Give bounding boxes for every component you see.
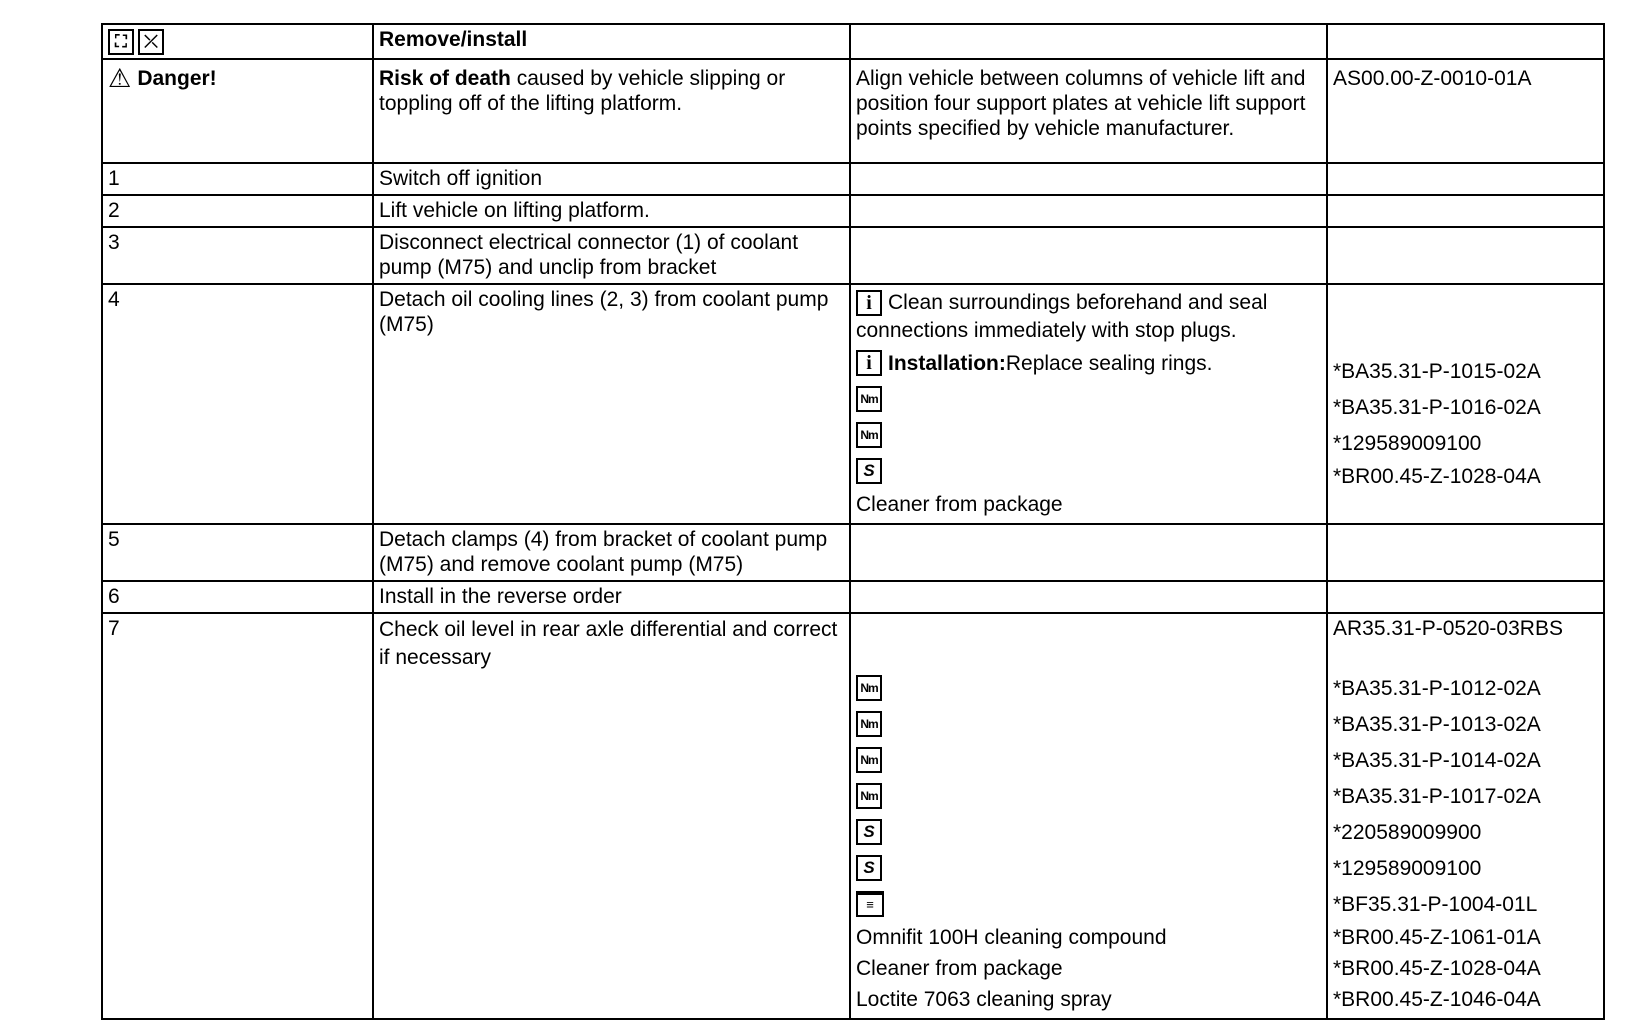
step-row-1	[102, 163, 1604, 195]
torque-line	[856, 381, 1321, 417]
step-text: Detach oil cooling lines (2, 3) from coolant pump (M75)	[373, 284, 850, 524]
step-refs	[1327, 227, 1604, 284]
torque-icon: Nm	[856, 422, 882, 448]
ref-link[interactable]: *129589009100	[1333, 856, 1482, 880]
ref-link[interactable]: *BR00.45-Z-1028-04A	[1333, 465, 1541, 488]
fluid-spec-line	[856, 886, 1321, 922]
step-number: 5	[102, 524, 373, 581]
step-notes	[850, 613, 1327, 1019]
danger-row	[102, 59, 1604, 163]
ref-link[interactable]: *BA35.31-P-1017-02A	[1333, 784, 1541, 808]
ref-link[interactable]: *BA35.31-P-1012-02A	[1333, 676, 1541, 700]
header-empty-cell	[850, 24, 1327, 59]
step-notes	[850, 581, 1327, 613]
special-tool-line	[856, 814, 1321, 850]
material-line	[856, 489, 1321, 520]
step-notes	[850, 227, 1327, 284]
ref-link[interactable]: *BA35.31-P-1016-02A	[1333, 395, 1541, 419]
install-note-text: Replace sealing rings.	[1005, 351, 1213, 375]
step-row-7	[102, 613, 1604, 1019]
step-text: Disconnect electrical connector (1) of coolant pump (M75) and unclip from bracket	[373, 227, 850, 284]
info-icon: i	[856, 290, 882, 316]
ref-link-main[interactable]: AR35.31-P-0520-03RBS	[1333, 617, 1563, 640]
torque-icon: Nm	[856, 675, 882, 701]
special-tool-icon: S	[856, 819, 882, 845]
expand-icon[interactable]: ⛶	[108, 29, 134, 55]
material-line	[856, 953, 1321, 984]
ref-link[interactable]: *BR00.45-Z-1046-04A	[1333, 988, 1541, 1011]
special-tool-icon: S	[856, 458, 882, 484]
step-number: 4	[102, 284, 373, 524]
torque-icon: Nm	[856, 747, 882, 773]
danger-risk-cell	[373, 59, 850, 163]
special-tool-line	[856, 850, 1321, 886]
info-note-text: Clean surroundings beforehand and seal connections immediately with stop plugs.	[856, 291, 1268, 342]
torque-line	[856, 706, 1321, 742]
ref-link[interactable]: *BF35.31-P-1004-01L	[1333, 892, 1538, 916]
torque-icon: Nm	[856, 386, 882, 412]
danger-risk-bold: Risk of death	[379, 67, 511, 90]
ref-link[interactable]: *BA35.31-P-1013-02A	[1333, 712, 1541, 736]
danger-cell	[102, 59, 373, 163]
header-empty-cell-2	[1327, 24, 1604, 59]
step-notes	[850, 195, 1327, 227]
torque-line	[856, 778, 1321, 814]
step-number: 3	[102, 227, 373, 284]
material-text: Loctite 7063 cleaning spray	[856, 988, 1112, 1011]
collapse-icon[interactable]: ⤫	[138, 29, 164, 55]
danger-instruction: Align vehicle between columns of vehicle lift and position four support plates at vehicle lift support points specified by vehicle manufacturer.	[850, 59, 1327, 163]
step-text: Lift vehicle on lifting platform.	[373, 195, 850, 227]
torque-line	[856, 742, 1321, 778]
material-text: Cleaner from package	[856, 493, 1063, 516]
torque-line	[856, 670, 1321, 706]
torque-icon: Nm	[856, 711, 882, 737]
step-number: 6	[102, 581, 373, 613]
danger-label: Danger!	[137, 67, 217, 90]
header-title: Remove/install	[373, 24, 850, 59]
install-note	[856, 345, 1321, 381]
step-refs	[1327, 524, 1604, 581]
procedure-table	[101, 23, 1605, 1020]
step-notes	[850, 284, 1327, 524]
ref-link[interactable]: *BR00.45-Z-1028-04A	[1333, 957, 1541, 980]
header-icons-cell	[102, 24, 373, 59]
ref-link[interactable]: *220589009900	[1333, 820, 1482, 844]
step-refs	[1327, 163, 1604, 195]
step-row-4	[102, 284, 1604, 524]
material-text: Cleaner from package	[856, 957, 1063, 980]
step-row-3	[102, 227, 1604, 284]
material-text: Omnifit 100H cleaning compound	[856, 926, 1167, 949]
step-number: 1	[102, 163, 373, 195]
material-line	[856, 984, 1321, 1015]
step-text: Install in the reverse order	[373, 581, 850, 613]
material-line	[856, 922, 1321, 953]
step-number: 2	[102, 195, 373, 227]
info-icon: i	[856, 350, 882, 376]
warning-triangle-icon: ⚠	[108, 63, 132, 93]
info-note	[856, 287, 1321, 345]
ref-link[interactable]: *BR00.45-Z-1061-01A	[1333, 926, 1541, 949]
step-notes	[850, 163, 1327, 195]
step-refs	[1327, 581, 1604, 613]
step-refs	[1327, 284, 1604, 524]
step-row-2	[102, 195, 1604, 227]
step-refs	[1327, 613, 1604, 1019]
step-row-5	[102, 524, 1604, 581]
ref-spacer	[1333, 287, 1598, 345]
step-row-6	[102, 581, 1604, 613]
step-notes	[850, 524, 1327, 581]
special-tool-icon: S	[856, 855, 882, 881]
step-text: Check oil level in rear axle differential and correct if necessary	[373, 613, 850, 1019]
install-note-bold: Installation:	[888, 351, 1006, 375]
special-tool-line	[856, 453, 1321, 489]
danger-ref[interactable]: AS00.00-Z-0010-01A	[1327, 59, 1604, 163]
ref-link[interactable]: *BA35.31-P-1015-02A	[1333, 359, 1541, 383]
danger-risk-text: caused by vehicle slipping or toppling off of the lifting platform.	[379, 67, 786, 115]
notes-spacer	[856, 616, 1321, 670]
step-refs	[1327, 195, 1604, 227]
step-text: Detach clamps (4) from bracket of coolant pump (M75) and remove coolant pump (M75)	[373, 524, 850, 581]
torque-icon: Nm	[856, 783, 882, 809]
step-number: 7	[102, 613, 373, 1019]
header-row	[102, 24, 1604, 59]
ref-link[interactable]: *BA35.31-P-1014-02A	[1333, 748, 1541, 772]
step-text: Switch off ignition	[373, 163, 850, 195]
torque-line	[856, 417, 1321, 453]
ref-link[interactable]: *129589009100	[1333, 431, 1482, 455]
fluid-spec-icon: ≡	[856, 891, 884, 917]
